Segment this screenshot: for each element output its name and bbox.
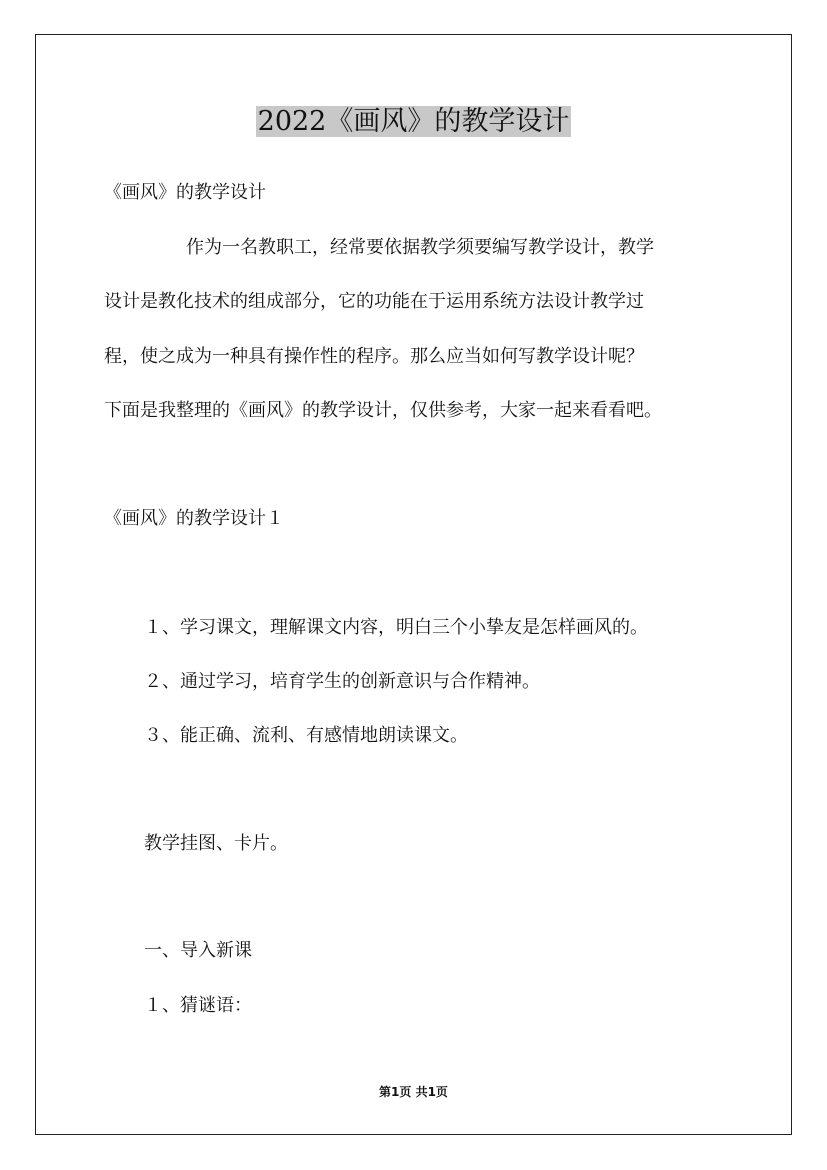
step-item: １、猜谜语： — [144, 995, 252, 1016]
intro-line-2: 设计是教化技术的组成部分，它的功能在于运用系统方法设计教学过 — [104, 291, 644, 312]
intro-line-3: 程，使之成为一种具有操作性的程序。那么应当如何写教学设计呢？ — [104, 346, 644, 367]
title-text: 2022《画风》的教学设计 — [257, 106, 570, 137]
step-heading: 一、导入新课 — [144, 940, 252, 961]
materials: 教学挂图、卡片。 — [144, 833, 288, 854]
intro-line-1: 作为一名教职工，经常要依据教学须要编写教学设计，教学 — [186, 237, 654, 258]
subtitle: 《画风》的教学设计 — [104, 182, 266, 203]
intro-line-4: 下面是我整理的《画风》的教学设计，仅供参考，大家一起来看看吧。 — [104, 400, 662, 421]
document-title — [0, 100, 827, 144]
objective-3: ３、能正确、流利、有感情地朗读课文。 — [144, 725, 468, 746]
page-footer: 第1页 共1页 — [379, 1085, 448, 1099]
objective-2: ２、通过学习，培育学生的创新意识与合作精神。 — [144, 671, 540, 692]
objective-1: １、学习课文，理解课文内容，明白三个小挚友是怎样画风的。 — [144, 617, 648, 638]
section-heading: 《画风》的教学设计１ — [104, 508, 284, 529]
